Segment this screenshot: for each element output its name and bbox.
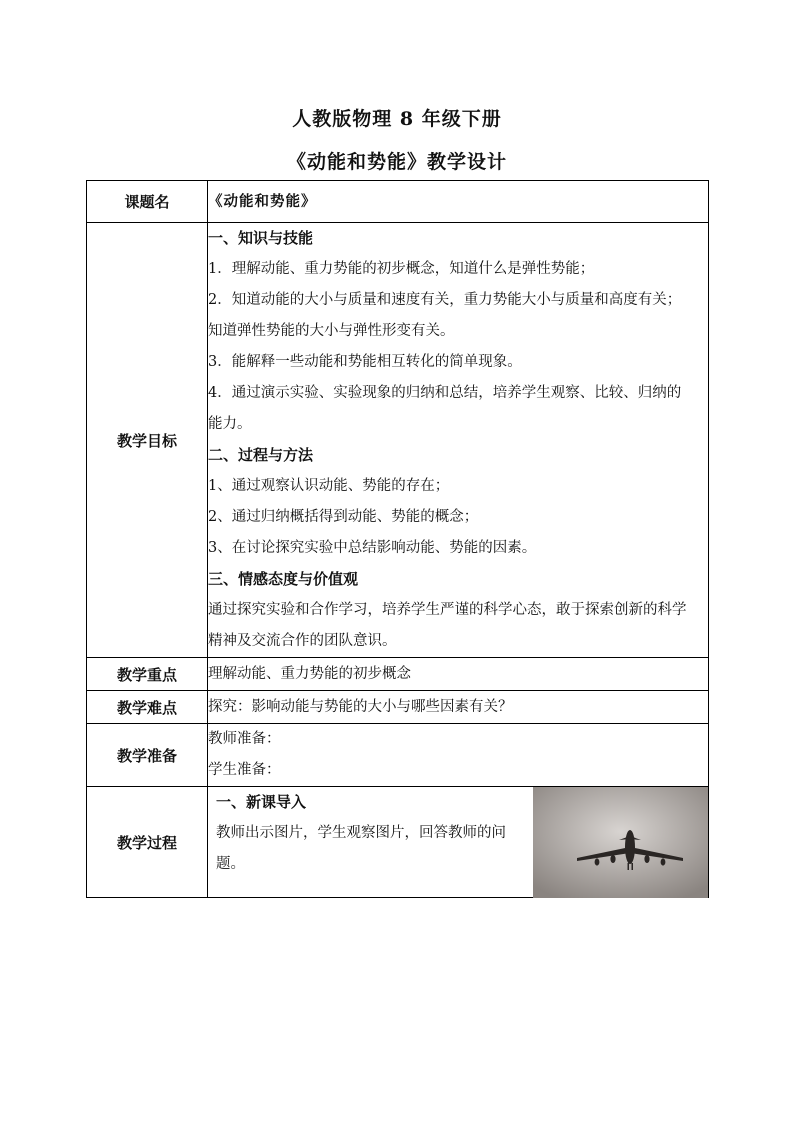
objective-line: 1．理解动能、重力势能的初步概念，知道什么是弹性势能； [208,261,595,277]
objective-line: 一、知识与技能 [208,229,314,247]
airplane-icon [533,787,708,898]
objective-line: 2、通过归纳概括得到动能、势能的概念； [208,509,479,525]
difficulty-value: 探究：影响动能与势能的大小与哪些因素有关？ [208,691,709,724]
process-heading: 一、新课导入 [216,793,307,811]
process-text-block [216,787,528,880]
process-label: 教学过程 [87,787,208,898]
document-subtitle: 《动能和势能》教学设计 [286,151,507,173]
objective-line: 精神及交流合作的团队意识。 [208,633,397,649]
table-row-topic [87,181,709,223]
focus-label: 教学重点 [87,658,208,691]
prep-student: 学生准备： [208,762,281,778]
objective-line: 1、通过观察认识动能、势能的存在； [208,478,450,494]
difficulty-label: 教学难点 [87,691,208,724]
table-row-process [87,787,709,898]
table-row-focus [87,658,709,691]
objective-line: 4．通过演示实验、实验现象的归纳和总结，培养学生观察、比较、归纳的 [208,385,682,401]
objectives-label: 教学目标 [87,223,208,658]
objective-line: 二、过程与方法 [208,446,314,464]
objective-line: 3．能解释一些动能和势能相互转化的简单现象。 [208,354,522,370]
topic-value: 《动能和势能》 [208,181,709,223]
lesson-plan-table [86,180,709,898]
table-row-objectives [87,223,709,658]
table-row-difficulty [87,691,709,724]
prep-content [208,724,709,787]
prep-teacher: 教师准备： [208,731,281,747]
objective-line: 三、情感态度与价值观 [208,570,359,588]
objective-line: 2．知道动能的大小与质量和速度有关，重力势能大小与质量和高度有关； [208,292,682,308]
document-title: 人教版物理 8 年级下册 [292,108,502,130]
objective-line: 3、在讨论探究实验中总结影响动能、势能的因素。 [208,540,537,556]
objective-line: 知道弹性势能的大小与弹性形变有关。 [208,323,455,339]
topic-label: 课题名 [87,181,208,223]
airplane-image [533,787,708,898]
objective-line: 能力。 [208,416,252,432]
process-text: 教师出示图片，学生观察图片，回答教师的问题。 [216,825,506,872]
objectives-content [208,223,709,658]
process-content [208,787,709,898]
focus-value: 理解动能、重力势能的初步概念 [208,658,709,691]
table-row-prep [87,724,709,787]
objective-line: 通过探究实验和合作学习，培养学生严谨的科学心态，敢于探索创新的科学 [208,602,687,618]
prep-label: 教学准备 [87,724,208,787]
